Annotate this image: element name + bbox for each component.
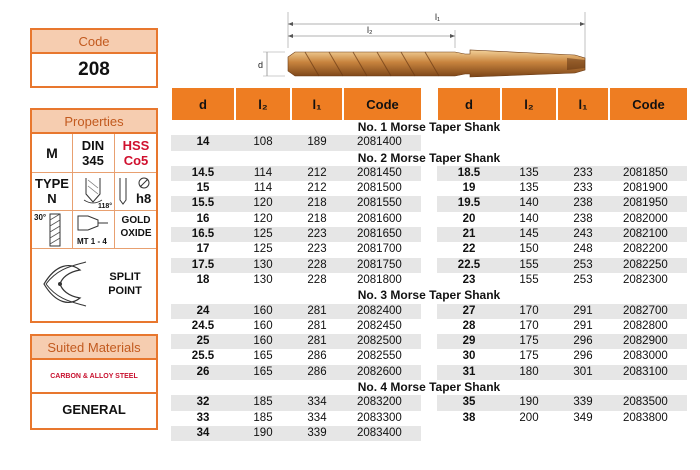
section-row [171,120,687,135]
cell-l2: 175 [519,350,539,363]
cell-l1: 248 [573,243,593,256]
cell-l2: 165 [235,365,291,380]
col-l2: l₂ [235,88,291,120]
cell-l2: 160 [235,304,291,319]
cell-code: 2082600 [343,365,421,380]
cell-d: 17.5 [171,258,235,273]
cell-l1: 296 [557,334,609,349]
cell-l1: 218 [291,196,343,211]
cell-d: 26 [171,365,235,380]
helix-angle-icon [32,210,72,248]
col-l1: l₁ [291,88,343,120]
cell-d: 29 [437,334,501,349]
cell-code: 2082000 [623,212,668,225]
cell-code: 2081500 [357,182,402,195]
cell-code: 2082200 [623,243,668,256]
cell-code [609,135,687,150]
cell-l2: 185 [235,395,291,410]
cell-code: 2082300 [623,273,668,286]
cell-l2: 150 [519,243,539,256]
table-row [171,196,687,211]
cell-code: 2083500 [609,395,687,410]
cell-l1 [557,426,609,441]
cell-d: 16.5 [171,227,235,242]
cell-l2: 140 [519,212,539,225]
col-l2-right: l₂ [501,88,557,120]
l2-label: l₂ [367,25,373,35]
din-standard: DIN 345 [81,138,105,168]
cell-d: 31 [437,365,501,380]
cell-l2: 155 [519,273,539,286]
cell-l2: 108 [235,135,291,150]
table-row [171,227,687,242]
cell-l2 [501,426,557,441]
cell-d: 27 [437,304,501,319]
svg-text:h8: h8 [136,191,152,206]
cell-d: 25 [171,334,235,349]
split-point-label: SPLIT POINT [108,271,142,297]
cell-l1: 238 [557,196,609,211]
drill-drawing [255,8,595,83]
table-row [171,319,687,334]
col-code-right: Code [609,88,687,120]
section-row [171,288,687,303]
svg-text:30°: 30° [34,213,47,222]
cell-l2: 160 [235,334,291,349]
section-title: No. 2 Morse Taper Shank [171,151,687,166]
cell-code: 2082800 [623,319,668,332]
cell-l1: 286 [307,350,327,363]
cell-d: 16 [196,212,210,225]
cell-code: 2083300 [357,411,402,424]
table-row [171,411,687,426]
cell-code: 2081600 [357,212,402,225]
gold-oxide-finish: GOLD OXIDE [120,215,152,239]
table-row [171,349,687,364]
cell-d: 19.5 [437,196,501,211]
cell-l2: 114 [235,166,291,181]
cell-code: 2081800 [357,273,402,286]
code-value: 208 [78,59,110,80]
cell-d: 19 [462,182,476,195]
table-row [171,365,687,380]
svg-text:118°: 118° [98,203,113,210]
cell-l2: 114 [253,182,273,195]
cell-l1: 223 [307,243,327,256]
cell-l2: 120 [253,212,273,225]
col-d-right: d [437,88,501,120]
cell-l1: 281 [307,319,327,332]
cell-l2: 125 [235,227,291,242]
cell-l1: 233 [557,166,609,181]
cell-l2: 175 [501,334,557,349]
cell-code: 2082100 [609,227,687,242]
cell-l1: 349 [573,411,593,424]
cell-code: 2082400 [343,304,421,319]
cell-d: 22 [462,243,476,256]
cell-l2: 190 [501,395,557,410]
cell-code: 2081400 [343,135,421,150]
cell-d: 21 [437,227,501,242]
cell-l2: 155 [501,258,557,273]
cell-l2: 200 [519,411,539,424]
cell-l1: 253 [573,273,593,286]
cell-code [609,426,687,441]
cell-l2: 140 [501,196,557,211]
spec-table [170,88,687,441]
cell-code: 2083400 [343,426,421,441]
table-row [171,166,687,181]
cell-l2: 145 [501,227,557,242]
cell-d: 15 [196,182,210,195]
cell-d: 30 [462,350,476,363]
cell-l1: 339 [557,395,609,410]
cell-l1 [557,135,609,150]
cell-code: 2081950 [609,196,687,211]
cell-d: 15.5 [171,196,235,211]
suited-materials-title: Suited Materials [32,336,156,360]
cell-code: 2081750 [343,258,421,273]
cell-l2: 170 [501,304,557,319]
cell-d: 18 [196,273,210,286]
cell-l2: 170 [519,319,539,332]
cell-d [437,426,501,441]
cell-code: 2082450 [357,319,402,332]
cell-d: 20 [462,212,476,225]
section-title: No. 3 Morse Taper Shank [171,288,687,303]
cell-code: 2081650 [343,227,421,242]
cell-code: 2082550 [357,350,402,363]
table-header-row [171,88,687,120]
cell-l1: 228 [307,273,327,286]
properties-panel [30,108,158,323]
table-row [171,258,687,273]
cell-l1: 334 [291,395,343,410]
cell-code: 2081850 [609,166,687,181]
cell-l1: 218 [307,212,327,225]
cell-l1: 281 [291,334,343,349]
cell-d: 35 [437,395,501,410]
cell-l1: 243 [557,227,609,242]
cell-d: 18.5 [437,166,501,181]
cell-code: 2081450 [343,166,421,181]
code-panel [30,28,158,88]
cell-code: 2083100 [609,365,687,380]
table-row [171,181,687,196]
col-d: d [171,88,235,120]
cell-code: 2082500 [343,334,421,349]
cell-l2: 120 [235,196,291,211]
cell-l2: 190 [235,426,291,441]
cell-d: 24.5 [191,319,215,332]
cell-l2: 130 [235,258,291,273]
section-title: No. 4 Morse Taper Shank [171,380,687,395]
d-label: d [258,60,264,70]
cell-code: 2081550 [343,196,421,211]
cell-l2: 165 [253,350,273,363]
material-code: M [46,145,58,161]
cell-l1: 212 [291,166,343,181]
cell-l2: 135 [501,166,557,181]
drill-type: TYPE N [35,176,69,206]
cell-code: 2081700 [357,243,402,256]
point-angle-icon [72,174,114,210]
cell-d: 17 [196,243,210,256]
cell-l1: 291 [573,319,593,332]
table-row [171,426,687,441]
section-title: No. 1 Morse Taper Shank [171,120,687,135]
cell-d [437,135,501,150]
cell-code: 2082900 [609,334,687,349]
cell-code: 2082700 [609,304,687,319]
cell-l1: 228 [291,258,343,273]
section-row [171,151,687,166]
l1-label: l₁ [435,12,441,22]
table-row [171,135,687,150]
table-row [171,242,687,257]
cell-l2: 160 [253,319,273,332]
properties-grid [32,134,156,321]
suited-general: GENERAL [62,402,126,417]
cell-code: 2083800 [623,411,668,424]
cell-code: 2081900 [623,182,668,195]
cell-d: 24 [171,304,235,319]
cell-d: 32 [171,395,235,410]
cell-l2: 135 [519,182,539,195]
table-row [171,273,687,288]
cell-l1: 334 [307,411,327,424]
suited-material: CARBON & ALLOY STEEL [32,360,156,394]
cell-l1: 189 [291,135,343,150]
cell-d: 33 [196,411,210,424]
cell-l2 [501,135,557,150]
col-l1-right: l₁ [557,88,609,120]
table-row [171,212,687,227]
cell-d: 22.5 [437,258,501,273]
tolerance-icon [114,174,158,210]
cell-d: 38 [462,411,476,424]
cell-d: 25.5 [191,350,215,363]
cell-d: 28 [462,319,476,332]
cell-code: 2083200 [343,395,421,410]
cell-l1: 212 [307,182,327,195]
cell-l1: 291 [557,304,609,319]
properties-title: Properties [32,110,156,134]
hss-co5: HSS Co5 [122,138,150,168]
cell-l1: 281 [291,304,343,319]
cell-d: 23 [462,273,476,286]
cell-d: 14.5 [171,166,235,181]
table-row [171,395,687,410]
col-code: Code [343,88,421,120]
cell-code: 2083000 [623,350,668,363]
section-row [171,380,687,395]
cell-l1: 296 [573,350,593,363]
cell-l1: 286 [291,365,343,380]
table-row [171,304,687,319]
cell-l1: 238 [573,212,593,225]
cell-code: 2082250 [609,258,687,273]
cell-l2: 130 [253,273,273,286]
cell-d: 34 [171,426,235,441]
cell-d: 14 [171,135,235,150]
cell-l2: 125 [253,243,273,256]
cell-l1: 339 [291,426,343,441]
suited-materials-panel [30,334,158,430]
cell-l1: 223 [291,227,343,242]
svg-text:MT 1 - 4: MT 1 - 4 [77,237,107,246]
cell-l2: 180 [501,365,557,380]
code-panel-title: Code [32,30,156,54]
cell-l1: 301 [557,365,609,380]
morse-taper-icon [72,210,114,248]
cell-l1: 253 [557,258,609,273]
cell-l1: 233 [573,182,593,195]
split-point-icon [36,254,92,314]
cell-l2: 185 [253,411,273,424]
table-row [171,334,687,349]
